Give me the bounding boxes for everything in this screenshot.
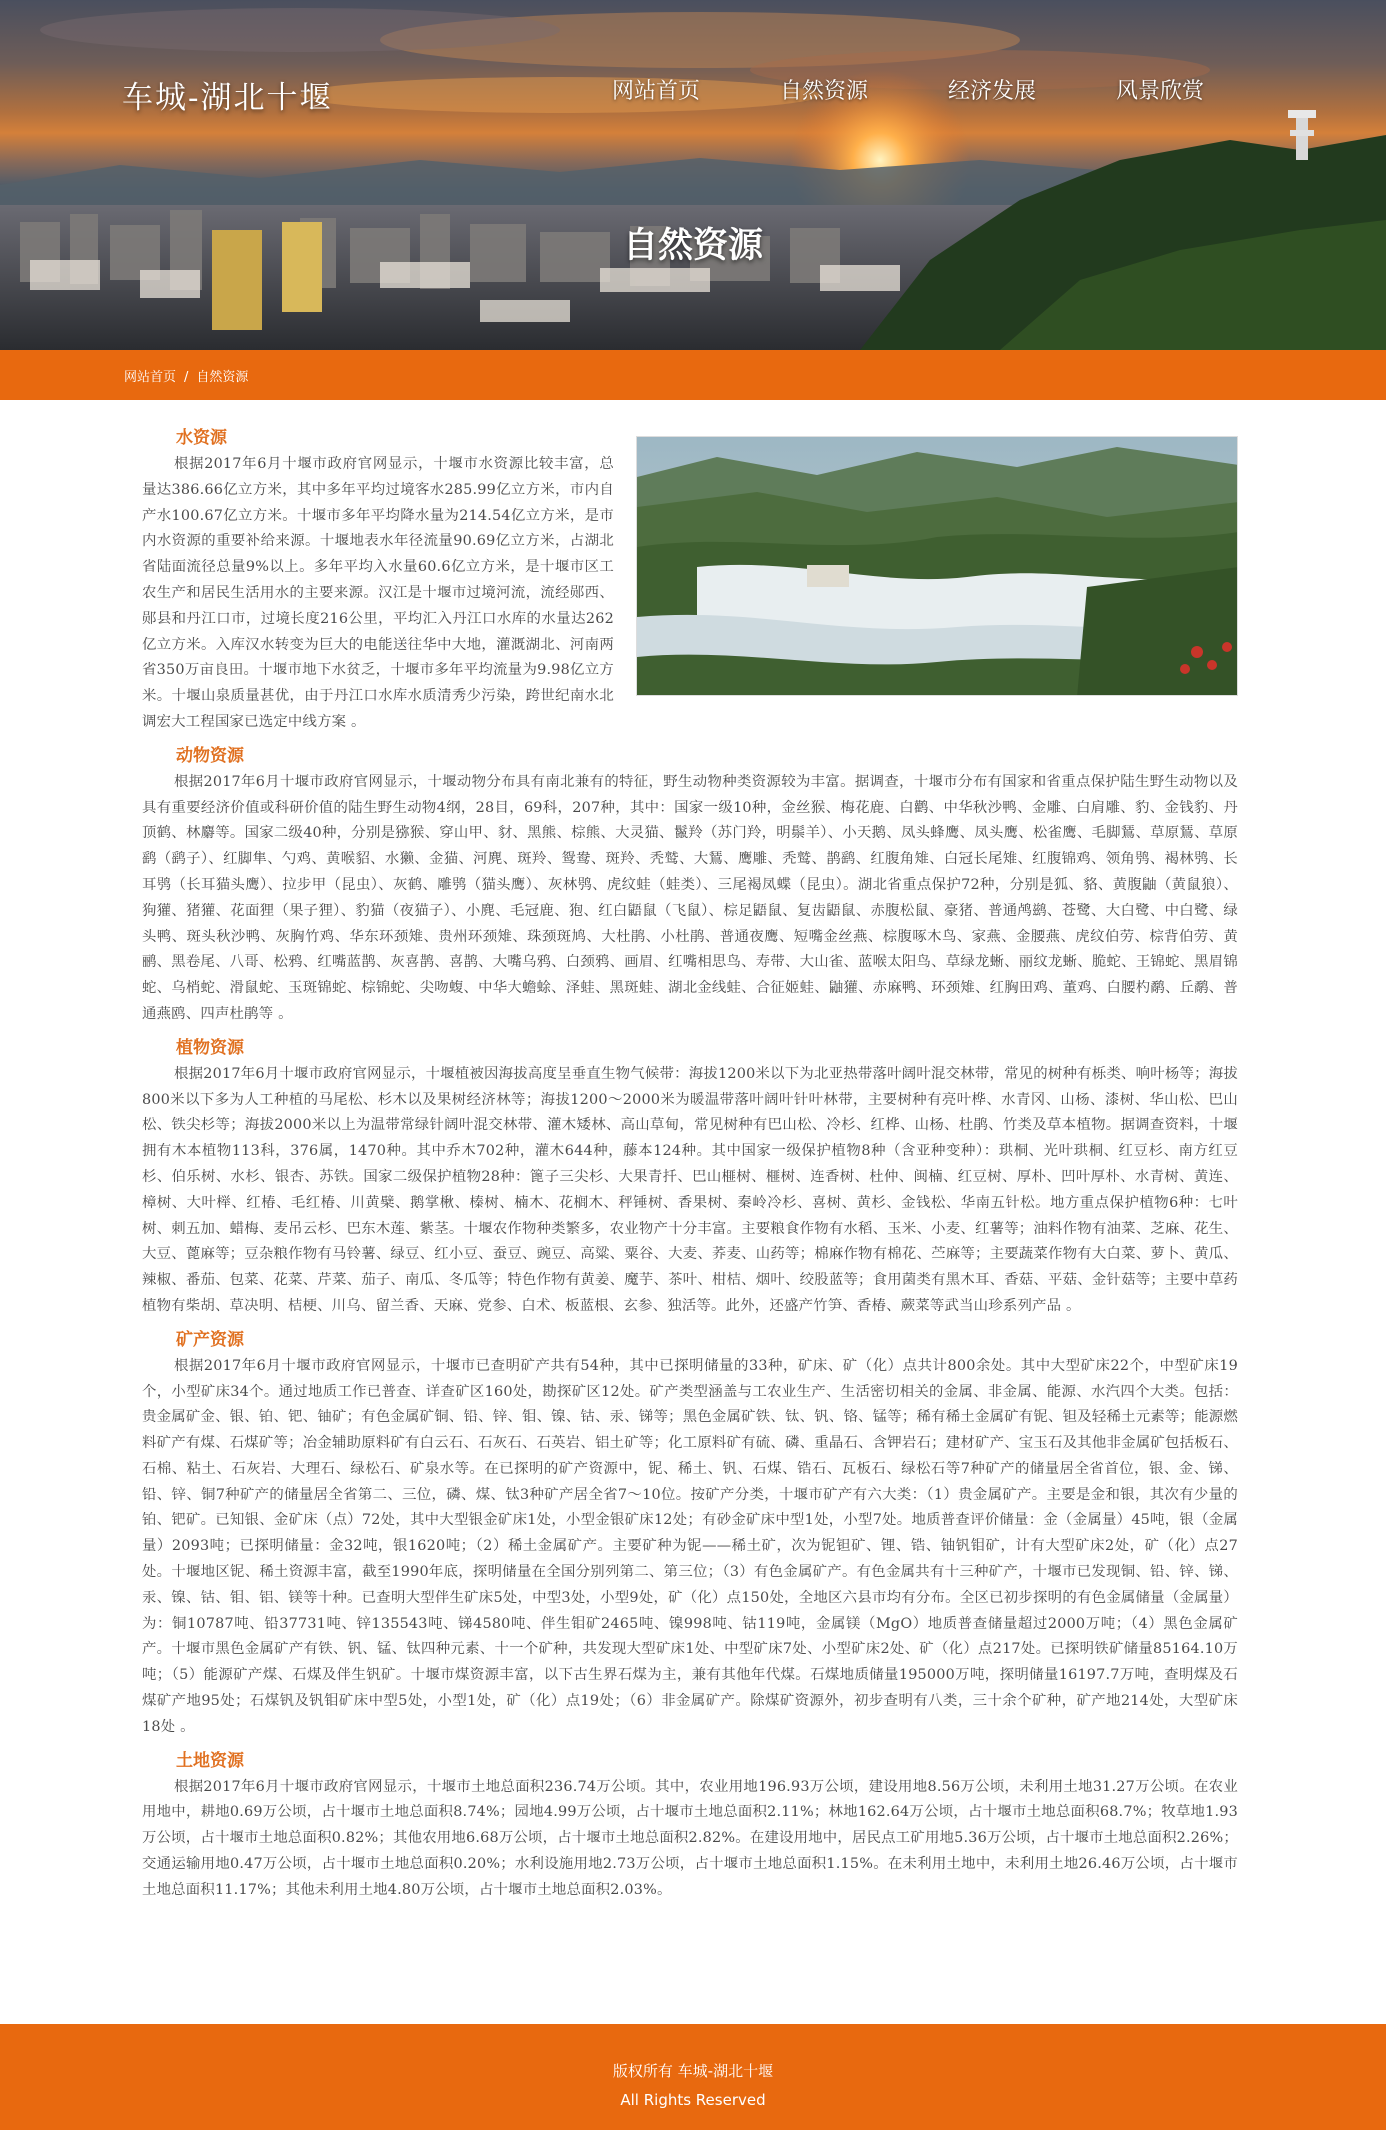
section-title-plants: 植物资源 [176,1037,244,1058]
nav-item-economy[interactable]: 经济发展 [948,79,1037,104]
site-title[interactable]: 车城-湖北十堰 [122,80,333,116]
section-title-land: 土地资源 [176,1750,244,1771]
main-nav [612,74,1204,105]
copyright-text: 版权所有 车城-湖北十堰 [612,2062,774,2080]
section-water [142,424,1238,736]
breadcrumb-home-link[interactable]: 网站首页 [124,370,177,385]
hero-banner [0,0,1386,350]
main-content [142,424,1238,1910]
city-sunset-image [0,0,1386,350]
river-valley-image [636,436,1238,696]
breadcrumb-separator: / [184,370,189,385]
breadcrumb [124,366,248,385]
section-text-animals: 根据2017年6月十堰市政府官网显示，十堰动物分布具有南北兼有的特征，野生动物种类资源较为丰富。据调查，十堰市分布有国家和省重点保护陆生野生动物以及具有重要经济价值或科研价值的陆生野生动物4纲，28目，69科，207种，其中：国家一级10种，金丝猴、梅花鹿、白鹳、中华秋沙鸭、金雕、白肩雕、豹、金钱豹、丹顶鹤、林麝等。国家二级40种，分别是猕猴、穿山甲、豺、黑熊、棕熊、大灵猫、鬣羚（苏门羚，明鬃羊）、小天鹅、凤头蜂鹰、凤头鹰、松雀鹰、毛脚鵟、草原鵟、草原鹞（鹞子）、红脚隼、勺鸡、黄喉貂、水獭、金猫、河麂、斑羚、鸳鸯、斑羚、秃鹫、大鵟、鹰雕、秃鹫、鹊鹞、红腹角雉、白冠长尾雉、红腹锦鸡、领角鸮、褐林鸮、长耳鸮（长耳猫头鹰）、拉步甲（昆虫）、灰鹤、雕鸮（猫头鹰）、灰林鸮、虎纹蛙（蛙类）、三尾褐凤蝶（昆虫）。湖北省重点保护72种，分别是狐、貉、黄腹鼬（黄鼠狼）、狗獾、猪獾、花面狸（果子狸）、豹猫（夜猫子）、小麂、毛冠鹿、狍、红白鼯鼠（飞鼠）、棕足鼯鼠、复齿鼯鼠、赤腹松鼠、豪猪、普通鸬鹚、苍鹭、大白鹭、中白鹭、绿头鸭、斑头秋沙鸭、灰胸竹鸡、华东环颈雉、贵州环颈雉、珠颈斑鸠、大杜鹃、小杜鹃、普通夜鹰、短嘴金丝燕、棕腹啄木鸟、家燕、金腰燕、虎纹伯劳、棕背伯劳、黄鹂、黑卷尾、八哥、松鸦、红嘴蓝鹊、灰喜鹊、喜鹊、大嘴乌鸦、白颈鸦、画眉、红嘴相思鸟、寿带、大山雀、蓝喉太阳鸟、草绿龙蜥、丽纹龙蜥、脆蛇、王锦蛇、黑眉锦蛇、乌梢蛇、滑鼠蛇、玉斑锦蛇、棕锦蛇、尖吻蝮、中华大蟾蜍、泽蛙、黑斑蛙、湖北金线蛙、合征姬蛙、鼬獾、赤麻鸭、环颈雉、红胸田鸡、董鸡、白腰杓鹬、丘鹬、普通燕鸥、四声杜鹃等 。 [142,773,1238,1022]
nav-item-natural-resources[interactable]: 自然资源 [780,79,869,104]
section-title-animals: 动物资源 [176,745,244,766]
section-text-water: 根据2017年6月十堰市政府官网显示，十堰市水资源比较丰富，总量达386.66亿立方米，其中多年平均过境客水285.99亿立方米，市内自产水100.67亿立方米。十堰市多年平均降水量为214.54亿立方米，是市内水资源的重要补给来源。十堰地表水年径流量90.69亿立方米，占湖北省陆面流径总量9%以上。多年平均入水量60.6亿立方米，是十堰市区工农生产和居民生活用水的主要来源。汉江是十堰市过境河流，流经郧西、郧县和丹江口市，过境长度216公里，平均汇入丹江口水库的水量达262亿立方米。入库汉水转变为巨大的电能送往华中大地，灌溉湖北、河南两省350万亩良田。十堰市地下水贫乏，十堰市多年平均流量为9.98亿立方米。十堰山泉质量甚优，由于丹江口水库水质清秀少污染，跨世纪南水北调宏大工程国家已选定中线方案 。 [142,456,614,730]
nav-item-scenery[interactable]: 风景欣赏 [1116,79,1205,104]
footer [0,2024,1386,2130]
section-text-minerals: 根据2017年6月十堰市政府官网显示，十堰市已查明矿产共有54种，其中已探明储量的33种，矿床、矿（化）点共计800余处。其中大型矿床22个，中型矿床19个，小型矿床34个。通过地质工作已普查、详查矿区160处，勘探矿区12处。矿产类型涵盖与工农业生产、生活密切相关的金属、非金属、能源、水汽四个大类。包括：贵金属矿金、银、铂、钯、铀矿；有色金属矿铜、铅、锌、钼、镍、钴、汞、锑等；黑色金属矿铁、钛、钒、铬、锰等；稀有稀土金属矿有铌、钽及轻稀土元素等；能源燃料矿产有煤、石煤矿等；冶金辅助原料矿有白云石、石灰石、石英岩、铝土矿等；化工原料矿有硫、磷、重晶石、含钾岩石；建材矿产、宝玉石及其他非金属矿包括板石、石棉、粘土、石灰岩、大理石、绿松石、矿泉水等。在已探明的矿产资源中，铌、稀土、钒、石煤、锆石、瓦板石、绿松石等7种矿产的储量居全省首位，银、金、锑、铅、锌、铜7种矿产的储量居全省第二、三位，磷、煤、钛3种矿产居全省7～10位。按矿产分类，十堰市矿产有六大类：（1）贵金属矿产。主要是金和银，其次有少量的铂、钯矿。已知银、金矿床（点）72处，其中大型银金矿床1处，小型金银矿床12处；有砂金矿床中型1处，小型7处。地质普查评价储量：金（金属量）45吨，银（金属量）2093吨；已探明储量：金32吨，银1620吨；（2）稀土金属矿产。主要矿种为铌——稀土矿，次为铌钽矿、锂、锆、铀钒钼矿，计有大型矿床2处，矿（化）点27处。十堰地区铌、稀土资源丰富，截至1990年底，探明储量在全国分别列第二、第三位；（3）有色金属矿产。有色金属共有十三种矿产，十堰市已发现铜、铅、锌、锑、汞、镍、钴、钼、铝、镁等十种。已查明大型伴生矿床5处，中型3处，小型9处，矿（化）点150处，全地区六县市均有分布。全区已初步探明的有色金属储量（金属量）为：铜10787吨、铅37731吨、锌135543吨、锑4580吨、伴生钼矿2465吨、镍998吨、钴119吨，金属镁（MgO）地质普查储量超过2000万吨；（4）黑色金属矿产。十堰市黑色金属矿产有铁、钒、锰、钛四种元素、十一个矿种，共发现大型矿床1处、中型矿床7处、小型矿床2处、矿（化）点217处。已探明铁矿储量85164.10万吨；（5）能源矿产煤、石煤及伴生钒矿。十堰市煤资源丰富，以下古生界石煤为主，兼有其他年代煤。石煤地质储量195000万吨，探明储量16197.7万吨，查明煤及石煤矿产地95处；石煤钒及钒钼矿床中型5处，小型1处，矿（化）点19处；（6）非金属矿产。除煤矿资源外，初步查明有八类，三十余个矿种，矿产地214处，大型矿床18处 。 [142,1357,1238,1735]
page-title: 自然资源 [622,226,763,266]
section-animals [142,742,1238,1028]
breadcrumb-current: 自然资源 [196,370,249,385]
section-title-water: 水资源 [176,428,227,448]
section-title-minerals: 矿产资源 [176,1329,244,1350]
section-plants [142,1034,1238,1320]
nav-item-home[interactable]: 网站首页 [612,79,701,104]
section-text-land: 根据2017年6月十堰市政府官网显示，十堰市土地总面积236.74万公顷。其中，农业用地196.93万公顷，建设用地8.56万公顷，未利用土地31.27万公顷。在农业用地中，耕地0.69万公顷，占十堰市土地总面积8.74%；园地4.99万公顷，占十堰市土地总面积2.11%；林地162.64万公顷，占十堰市土地总面积68.7%；牧草地1.93万公顷，占十堰市土地总面积0.82%；其他农用地6.68万公顷，占十堰市土地总面积2.82%。在建设用地中，居民点工矿用地5.36万公顷，占十堰市土地总面积2.26%；交通运输用地0.47万公顷，占十堰市土地总面积0.20%；水利设施用地2.73万公顷，占十堰市土地总面积1.15%。在未利用土地中，未利用土地26.46万公顷，占十堰市土地总面积11.17%；其他未利用土地4.80万公顷，占十堰市土地总面积2.03%。 [142,1778,1238,1898]
section-minerals [142,1326,1238,1741]
section-text-plants: 根据2017年6月十堰市政府官网显示，十堰植被因海拔高度呈垂直生物气候带：海拔1200米以下为北亚热带落叶阔叶混交林带，常见的树种有栎类、响叶杨等；海拔800米以下多为人工种植的马尾松、杉木以及果树经济林等；海拔1200～2000米为暖温带落叶阔叶针叶林带，主要树种有亮叶桦、水青冈、山杨、漆树、华山松、巴山松、铁尖杉等；海拔2000米以上为温带常绿针阔叶混交林带、灌木矮林、高山草甸，常见树种有巴山松、冷杉、红桦、山杨、杜鹃、竹类及草本植物。据调查资料，十堰拥有木本植物113科，376属，1470种。其中乔木702种，灌木644种，藤本124种。其中国家一级保护植物8种（含亚种变种）：珙桐、光叶珙桐、红豆杉、南方红豆杉、伯乐树、水杉、银杏、苏铁。国家二级保护植物28种：篦子三尖杉、大果青扦、巴山榧树、榧树、连香树、杜仲、闽楠、红豆树、厚朴、凹叶厚朴、水青树、黄连、樟树、大叶榉、红椿、毛红椿、川黄檗、鹅掌楸、榛树、楠木、花榈木、秤锤树、香果树、秦岭冷杉、喜树、黄杉、金钱松、华南五针松。地方重点保护植物6种：七叶树、刺五加、蜡梅、麦吊云杉、巴东木莲、紫茎。十堰农作物种类繁多，农业物产十分丰富。主要粮食作物有水稻、玉米、小麦、红薯等；油料作物有油菜、芝麻、花生、大豆、蓖麻等；豆杂粮作物有马铃薯、绿豆、红小豆、蚕豆、豌豆、高粱、粟谷、大麦、荞麦、山药等；棉麻作物有棉花、苎麻等；主要蔬菜作物有大白菜、萝卜、黄瓜、辣椒、番茄、包菜、花菜、芹菜、茄子、南瓜、冬瓜等；特色作物有黄姜、魔芋、茶叶、柑桔、烟叶、绞股蓝等；食用菌类有黑木耳、香菇、平菇、金针菇等；主要中草药植物有柴胡、草决明、桔梗、川乌、留兰香、天麻、党参、白术、板蓝根、玄参、独活等。此外，还盛产竹笋、香椿、蕨菜等武当山珍系列产品 。 [142,1065,1238,1314]
section-land [142,1747,1238,1904]
rights-text: All Rights Reserved [620,2091,766,2109]
